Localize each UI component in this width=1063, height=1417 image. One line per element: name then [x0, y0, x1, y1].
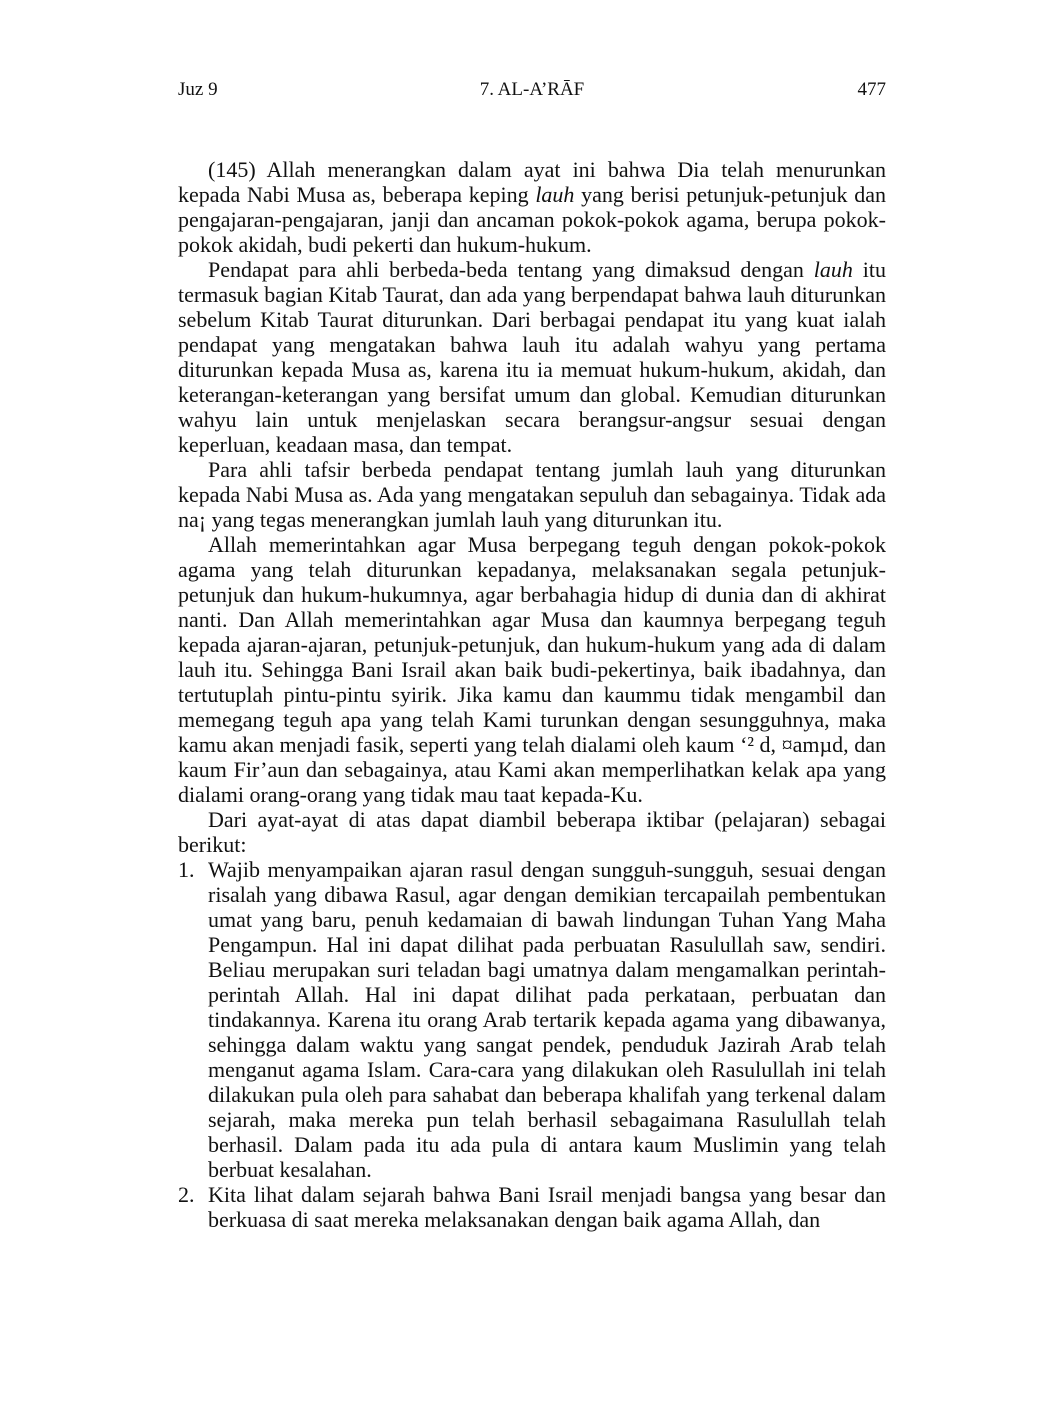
- page-header: [178, 76, 886, 104]
- list-item-number: 2.: [178, 1182, 195, 1207]
- juz-label: Juz 9: [178, 79, 218, 100]
- italic-term-lauh: lauh: [535, 182, 575, 207]
- list-item-text: Wajib menyampaikan ajaran rasul dengan sungguh-sungguh, sesuai dengan risalah yang dibawa Rasul, agar dengan demikian tercapailah pembentukan umat yang baru, penuh kedamaian di bawah lindungan Tuhan Yang Maha Pengampun. Hal ini dapat dilihat pada perbuatan Rasulullah saw, sendiri. Beliau merupakan suri teladan bagi umatnya dalam mengamalkan perintah-perintah Allah. Hal ini dapat dilihat pada perkataan, perbuatan dan tindakannya. Karena itu orang Arab tertarik kepada agama yang dibawanya, sehingga dalam waktu yang sangat pendek, penduduk Jazirah Arab telah menganut agama Islam. Cara-cara yang dilakukan oleh Rasulullah ini telah dilakukan pula oleh para sahabat dan beberapa khalifah yang terkenal dalam sejarah, maka mereka pun telah berhasil sebagaimana Rasulullah telah berhasil. Dalam pada itu ada pula di antara kaum Muslimin yang telah berbuat kesalahan.: [208, 857, 886, 1182]
- iktibar-list: [178, 857, 886, 1232]
- surah-title: 7. AL-A’RĀF: [479, 79, 585, 100]
- list-item-text: Kita lihat dalam sejarah bahwa Bani Israil menjadi bangsa yang besar dan berkuasa di saat mereka melaksanakan dengan baik agama Allah, dan: [208, 1182, 886, 1232]
- paragraph-text: (145) Allah menerangkan dalam ayat ini bahwa Dia telah menurunkan kepada Nabi Musa as, beberapa keping: [178, 157, 886, 207]
- list-item: [178, 857, 886, 1182]
- paragraph-para-ahli: Para ahli tafsir berbeda pendapat tentang jumlah lauh yang diturunkan kepada Nabi Musa as. Ada yang mengatakan sepuluh dan sebagainya. Tidak ada na¡ yang tegas menerangkan jumlah lauh yang diturunkan itu.: [178, 457, 886, 532]
- paragraph-iktibar-intro: Dari ayat-ayat di atas dapat diambil beberapa iktibar (pelajaran) sebagai berikut:: [178, 807, 886, 857]
- list-item: [178, 1182, 886, 1232]
- page-number: 477: [857, 79, 886, 100]
- paragraph-text: yang berisi petunjuk-petunjuk dan pengajaran-pengajaran, janji dan ancaman pokok-pokok agama, berupa pokok-pokok akidah, budi pekerti dan hukum-hukum.: [178, 182, 886, 257]
- italic-term-lauh: lauh: [813, 257, 853, 282]
- paragraph-allah-memerintahkan: Allah memerintahkan agar Musa berpegang teguh dengan pokok-pokok agama yang telah diturunkan kepadanya, melaksanakan segala petunjuk-petunjuk dan hukum-hukumnya, agar berbahagia hidup di dunia dan di akhirat nanti. Dan Allah memerintahkan agar Musa dan kaumnya berpegang teguh kepada ajaran-ajaran, petunjuk-petunjuk, dan hukum-hukum yang ada di dalam lauh itu. Sehingga Bani Israil akan baik budi-pekertinya, baik ibadahnya, dan tertutuplah pintu-pintu syirik. Jika kamu dan kaummu tidak mengambil dan memegang teguh apa yang telah Kami turunkan dengan sesungguhnya, maka kamu akan menjadi fasik, seperti yang telah dialami oleh kaum ‘² d, ¤amµd, dan kaum Fir’aun dan sebagainya, atau Kami akan memperlihatkan kelak apa yang dialami orang-orang yang tidak mau taat kepada-Ku.: [178, 532, 886, 807]
- page-body: [178, 157, 886, 1232]
- list-item-number: 1.: [178, 857, 195, 882]
- paragraph-text: Pendapat para ahli berbeda-beda tentang yang dimaksud dengan: [208, 257, 814, 282]
- paragraph-text: itu termasuk bagian Kitab Taurat, dan ada yang berpendapat bahwa lauh diturunkan sebelum Kitab Taurat diturunkan. Dari berbagai pendapat itu yang kuat ialah pendapat yang mengatakan bahwa lauh itu adalah wahyu yang pertama diturunkan kepada Musa as, karena itu ia memuat hukum-hukum, akidah, dan keterangan-keterangan yang bersifat umum dan global. Kemudian diturunkan wahyu lain untuk menjelaskan secara berangsur-angsur sesuai dengan keperluan, keadaan masa, dan tempat.: [178, 257, 886, 457]
- paragraph-pendapat: [178, 257, 886, 457]
- paragraph-145: [178, 157, 886, 257]
